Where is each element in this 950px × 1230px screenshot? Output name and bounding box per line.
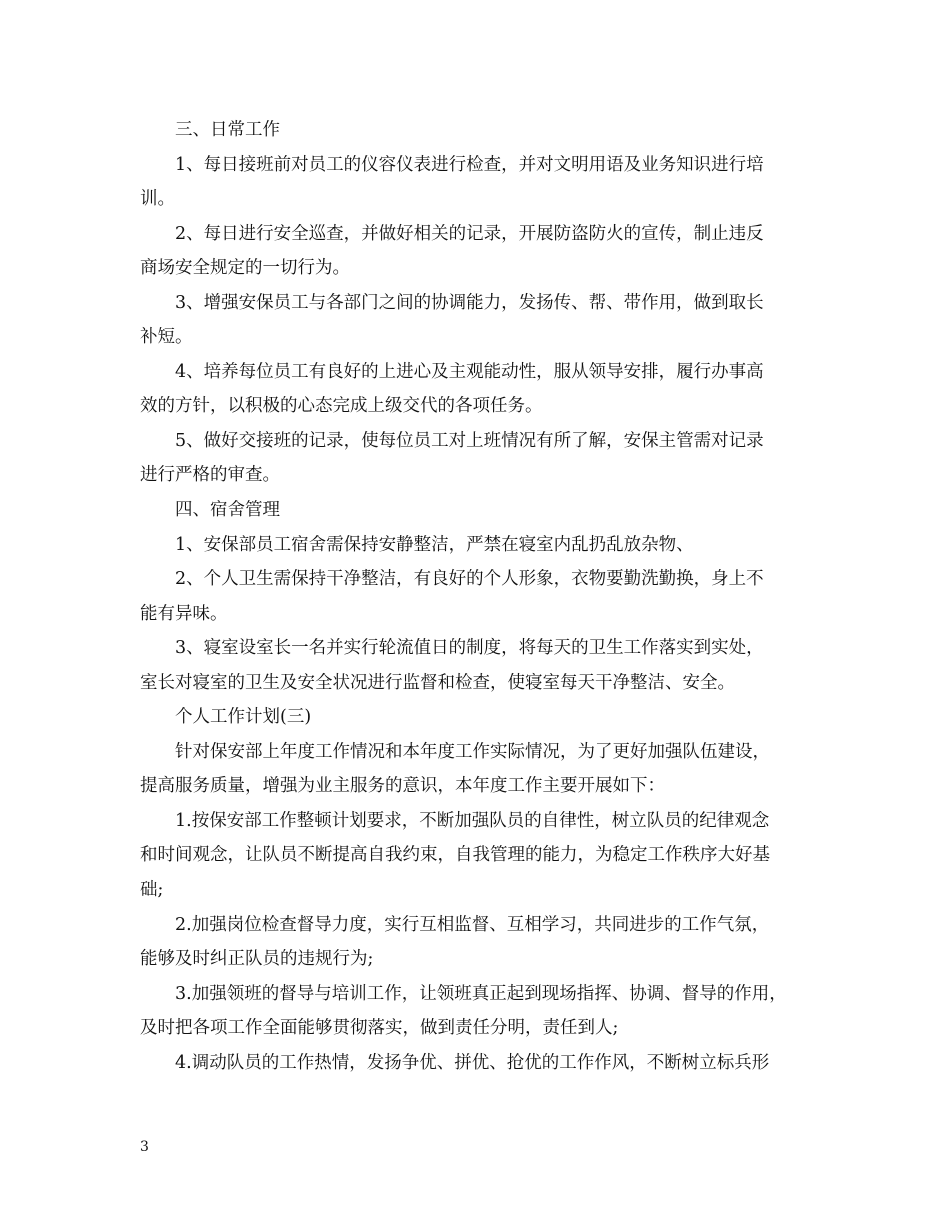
text-line: 能有异味。 [140, 603, 228, 624]
text-line: 商场安全规定的一切行为。 [140, 258, 350, 279]
text-line: 训。 [140, 189, 175, 210]
text-line: 3.加强领班的督导与培训工作，让领班真正起到现场指挥、协调、督导的作用， [175, 983, 787, 1004]
page-number: 3 [140, 1139, 149, 1155]
text-line: 补短。 [140, 327, 193, 348]
document-body [140, 113, 812, 1080]
text-line: 2、个人卫生需保持干净整洁，有良好的个人形象，衣物要勤洗勤换，身上不 [175, 569, 764, 590]
text-line: 3、增强安保员工与各部门之间的协调能力，发扬传、帮、带作用，做到取长 [175, 292, 764, 313]
text-line: 础; [140, 880, 164, 901]
text-line: 提高服务质量，增强为业主服务的意识，本年度工作主要开展如下： [140, 776, 665, 797]
text-line: 1.按保安部工作整顿计划要求，不断加强队员的自律性，树立队员的纪律观念 [175, 810, 770, 831]
text-line: 能够及时纠正队员的违规行为; [140, 949, 374, 970]
text-line: 及时把各项工作全面能够贯彻落实，做到责任分明，责任到人; [140, 1018, 619, 1039]
text-line: 三、日常工作 [175, 120, 280, 140]
text-line: 1、安保部员工宿舍需保持安静整洁，严禁在寝室内乱扔乱放杂物、 [175, 534, 694, 555]
text-line: 效的方针，以积极的心态完成上级交代的各项任务。 [140, 396, 543, 417]
text-line: 4、培养每位员工有良好的上进心及主观能动性，服从领导安排，履行办事高 [175, 361, 764, 382]
text-line: 5、做好交接班的记录，使每位员工对上班情况有所了解，安保主管需对记录 [175, 430, 764, 451]
text-line: 4.调动队员的工作热情，发扬争优、拼优、抢优的工作作风，不断树立标兵形 [175, 1052, 770, 1073]
text-line: 个人工作计划(三) [175, 707, 312, 728]
text-line: 1、每日接班前对员工的仪容仪表进行检查，并对文明用语及业务知识进行培 [175, 154, 764, 175]
text-line: 3、寝室设室长一名并实行轮流值日的制度，将每天的卫生工作落实到实处， [175, 638, 764, 659]
text-line: 四、宿舍管理 [175, 500, 280, 521]
text-line: 2、每日进行安全巡查，并做好相关的记录，开展防盗防火的宣传，制止违反 [175, 223, 764, 244]
text-line: 室长对寝室的卫生及安全状况进行监督和检查，使寝室每天干净整洁、安全。 [140, 672, 735, 693]
text-line: 和时间观念，让队员不断提高自我约束，自我管理的能力，为稳定工作秩序大好基 [140, 845, 770, 866]
text-line: 2.加强岗位检查督导力度，实行互相监督、互相学习，共同进步的工作气氛， [175, 914, 770, 935]
text-line: 进行严格的审查。 [140, 465, 280, 486]
text-line: 针对保安部上年度工作情况和本年度工作实际情况，为了更好加强队伍建设， [175, 741, 770, 762]
